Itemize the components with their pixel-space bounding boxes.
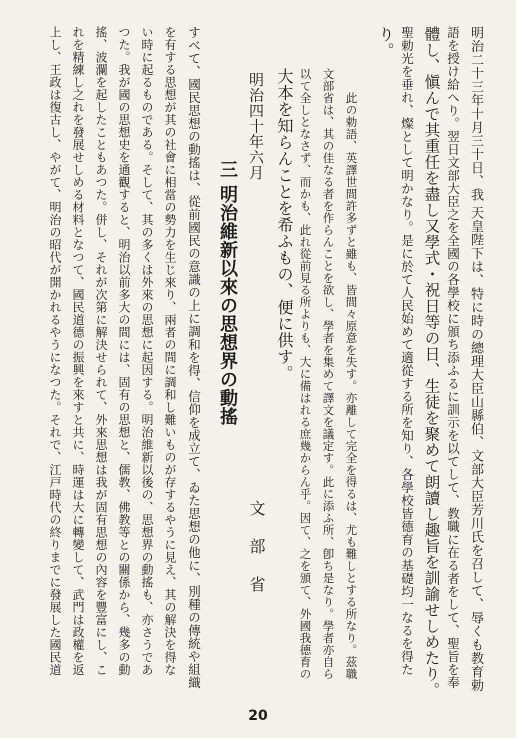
section-heading: 三 明治維新以來の思想界の動搖 <box>217 160 238 426</box>
translation-line-2: 文部省は、其の佳なる者を作らんことを欲し、學者を集めて譯文を議定す。此に添ふ所、卽ち是なり。學者亦自ら <box>321 68 336 680</box>
section-line-2: を有する思想が其の社會に相當の勢力を生じ來り、兩者の間に調和し難いものが存するやうに見え、其の解決を得な <box>163 26 177 676</box>
edict-line-5: り。 <box>376 26 395 59</box>
edict-date: 明治四十年六月 <box>247 72 265 181</box>
edict-line-1: 明治二十三年十月三十日、我 天皇陛下は、特に時の總理大臣山縣伯、文部大臣芳川氏を召して、辱くも教育勅 <box>468 26 483 693</box>
translation-line-4: 大本を知らんことを希ふもの、便に供す。 <box>275 68 294 382</box>
edict-line-4: 聖勅光を垂れ、燦として明かなり。是に於て人民始めて適從する所を知り、各學校皆德育の基礎均一なるを得た <box>399 26 415 676</box>
section-line-6: れを精練し之れを發展せしめる材料となつて、國民道德の振興を來すと共に、時運は大に轉變して、武門は政權を返 <box>71 26 85 676</box>
edict-signature: 文部省 <box>247 500 266 614</box>
section-line-3: い時に起るものである。そして、其の多くは外來の思想に起因する。明治維新以後の、思想界の動搖も、亦さうであ <box>140 26 154 676</box>
section-line-4: つた。我が國の思想史を通觀すると、明治以前多大の間には、固有の思想と、儒教、佛教等との關係から、幾多の動 <box>117 26 131 676</box>
translation-line-3: 以て全しとなさず、而かも、此れ從前見る所よりも、大に備はれる庶幾からん乎。因て、之を頒て、外國我德育の <box>298 68 313 680</box>
section-line-1: すべて、國民思想の動搖は、從前國民の意識の上に調和を得、信仰を成立て、ゐた思想の他に、別種の傳統や組織 <box>186 26 202 689</box>
section-line-5: 搖、波瀾を起したこともあつた。併し、それが次第に解決せられて、外來思想は我が固有思想の內容を豐富にし、こ <box>94 26 108 676</box>
edict-line-2: 語を授け給へり。翌日文部大臣之を全國の各學校に頒ち添ふるに訓示を以てして、教職に在る者をして、聖旨を奉 <box>445 26 461 689</box>
translation-line-1: 此の勅語、英譯世間許多ずと雖も、皆間々原意を失す。亦離して完全を得るは、尤も難しとする所なり。茲職 <box>344 92 359 680</box>
edict-line-3: 體し、愼んで其重任を盡し又學式・祝日等の日、生徒を聚めて朗讀し趣旨を訓諭せしめたり。 <box>422 26 441 698</box>
section-line-7: 上し、王政は復古し、やがて、明治の昭代が開かれるやうになつた。それで、江戸時代の終りまでに發展した國民道 <box>48 26 62 676</box>
page-number: 20 <box>248 708 268 724</box>
